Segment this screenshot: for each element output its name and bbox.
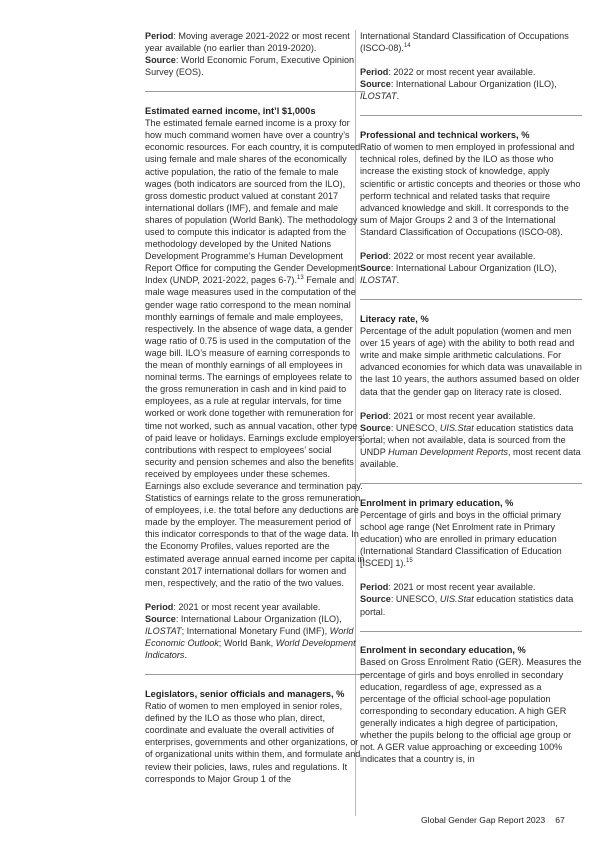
section-divider [360,115,582,116]
section-divider [145,674,365,675]
professional-body: Ratio of women to men employed in professional and technical roles, defined by the ILO as those who increase the existing stock of knowledge, apply scientific or artistic concepts and theories or those who perform technical and related tasks that require advanced knowledge and skill. It corresponds to the sum of Major Groups 2 and 3 of the International Standard Classification of Occupations (ISCO-08). [360,142,581,237]
primary-source-line: Source: UNESCO, UIS.Stat education statistics data portal. [360,594,574,617]
professional-source-line: Source: International Labour Organization (ILO), ILOSTAT. [360,263,557,286]
legislators-source-line: Source: International Labour Organization (ILO), ILOSTAT. [360,79,557,102]
source-text: : World Economic Forum, Executive Opinion Survey (EOS). [145,55,355,78]
income-heading: Estimated earned income, int’l $1,000s [145,106,316,117]
footnote-15: 15 [405,558,413,565]
primary-enrolment-heading: Enrolment in primary education, % [360,497,514,508]
page-number: 67 [555,815,565,825]
primary-period-line: Period: 2021 or most recent year available. [360,582,536,593]
isco-continuation: International Standard Classification of Occupations (ISCO-08).$^{14}$ [360,31,569,54]
left-column [145,30,365,785]
literacy-body: Percentage of the adult population (women and men over 15 years of age) with the ability to both read and write and make simple arithmetic calculations. For advanced economies for which data was unavailable in the last 10 years, the authors assumed based on older data that the gender gap on literacy rate is closed. [360,326,582,397]
secondary-enrolment-body: Based on Gross Enrolment Ratio (GER). Measures the percentage of girls and boys enrolled in secondary education, regardless of age, expressed as a percentage of the official school-age population corresponding to secondary education. A high GER generally indicates a high degree of participation, whether the pupils belong to the official age group or not. A GER value approaching or exceeding 100% indicates that a country is, in [360,657,582,765]
right-column [360,30,582,765]
professional-period-line: Period: 2022 or most recent year available. [360,251,536,261]
page-footer [421,815,565,825]
income-body: The estimated female earned income is a proxy for how much command women have over a country’s economic resources. For each country, it is computed using female and male shares of the economically active population, the ratio of the female to male wages (both indicators are sourced from the ILO), gross domestic product valued at constant 2017 international dollars (IMF), and female and male shares of population (World Bank). The methodology used to compute this indicator is adapted from the methodology developed by the United Nations Development Programme’s Human Development Report Office for computing the Gender Development Index (UNDP, 2021-2022, pages 6-7).$^{13}$ Female and male wage measures used in the computation of the gender wage ratio correspond to the mean nominal monthly earnings of female and male employees, respectively. In the absence of wage data, a gender wage ratio of 0.75 is used in the computation of the wage bill. ILO’s measure of earning corresponds to the mean of monthly earnings of all employees in nominal terms. The earnings of employees relate to the gross remuneration in cash and in kind paid to employees, as a rule at regular intervals, for time worked or work done together with remuneration for time not worked, such as annual vacation, other type of paid leave or holidays. Earnings exclude employers’ contributions with respect to employees’ social security and pension schemes and also the benefits received by employees under these schemes. Earnings also exclude severance and termination pay. Statistics of earnings relate to the gross remuneration of employees, i.e. the total before any deductions are made by the employer. The measurement period of this indicator corresponds to that of the wage data. In the Economy Profiles, values reported are the estimated average annual earned income per capita in constant 2017 international dollars for women and men, respectively, and the ratio of the two values. [145,118,365,588]
legislators-heading: Legislators, senior officials and managers, % [145,688,345,699]
legislators-period-line: Period: 2022 or most recent year available. [360,67,536,78]
footnote-13: 13 [297,275,304,282]
income-period-line: Period: 2021 or most recent year available. [145,601,321,612]
period-text: : Moving average 2021-2022 or most recent year available (no earlier than 2019-2020). [145,31,350,54]
section-divider [360,631,582,632]
income-source-line: Source: International Labour Organization (ILO), ILOSTAT; International Monetary Fund (IMF), World Economic Outlook; World Bank, World Development Indicators. [145,613,356,661]
source-label: Source [145,55,176,66]
top-source-line [145,54,365,78]
secondary-enrolment-heading: Enrolment in secondary education, % [360,645,526,656]
top-period-line [145,30,365,54]
literacy-period-line: Period: 2021 or most recent year available. [360,410,536,421]
period-label: Period [145,31,174,41]
section-divider [145,91,365,92]
section-divider [360,483,582,484]
footnote-14: 14 [403,43,411,50]
primary-enrolment-body: Percentage of girls and boys in the official primary school age range (Net Enrolment rate in Primary education) who are enrolled in primary education (International Standard Classification of Education [ISCED] 1).$^{15}$ [360,509,562,569]
literacy-heading: Literacy rate, % [360,313,429,324]
section-divider [360,299,582,300]
report-title: Global Gender Gap Report 2023 [421,815,546,825]
literacy-source-line: Source: UNESCO, UIS.Stat education statistics data portal; when not available, data is sourced from the UNDP Human Development Reports, most recent data available. [360,422,581,469]
legislators-body: Ratio of women to men employed in senior roles, defined by the ILO as those who plan, direct, coordinate and evaluate the overall activities of enterprises, governments and other organizations, or of organizational units within them, and formulate and review their policies, laws, rules and regulations. It corresponds to Major Group 1 of the [145,701,361,784]
professional-heading: Professional and technical workers, % [360,130,530,141]
